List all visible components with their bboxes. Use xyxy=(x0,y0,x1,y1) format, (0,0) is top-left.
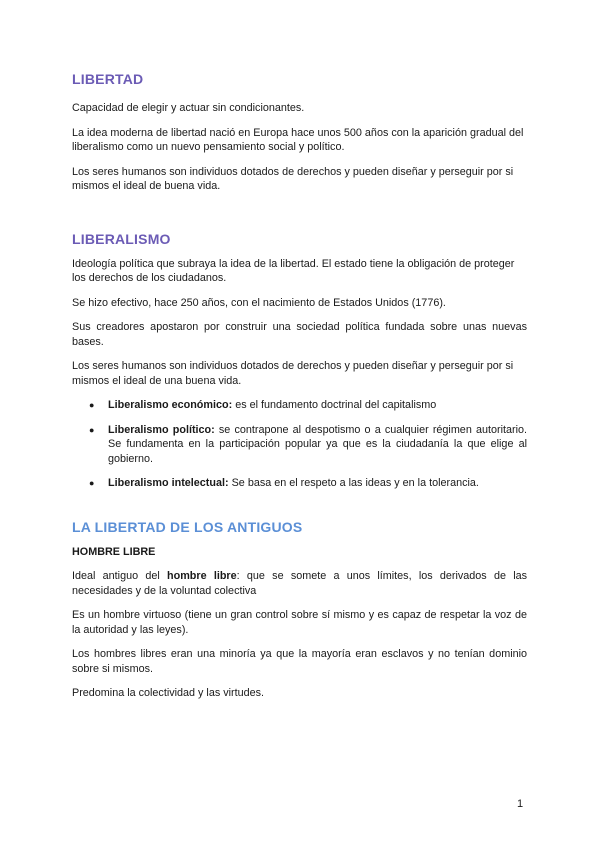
list-item-text: Se basa en el respeto a las ideas y en la tolerancia. xyxy=(228,477,479,489)
list-item-text: se contrapone al despotismo o a cualquier régimen autoritario. Se fundamenta en la participación popular ya que es la ciudadanía la que elige al gobierno. xyxy=(108,423,527,465)
bullet-icon: ● xyxy=(89,424,95,435)
list-item-term: Liberalismo político: xyxy=(108,423,215,436)
list-item-term: Liberalismo económico: xyxy=(108,399,233,411)
page-content xyxy=(72,71,527,701)
paragraph: Ideología política que subraya la idea de la libertad. El estado tiene la obligación de proteger los derechos de los ciudadanos. xyxy=(72,257,515,284)
section-title-liberalismo: LIBERALISMO xyxy=(72,230,171,247)
list-item xyxy=(72,423,527,467)
paragraph-bold-term: hombre libre xyxy=(167,570,237,582)
paragraph: Los seres humanos son individuos dotados de derechos y pueden diseñar y perseguir por si mismos el ideal de una buena vida. xyxy=(72,360,514,387)
paragraph: Sus creadores apostaron por construir una sociedad política fundada sobre unas nuevas bases. xyxy=(72,321,527,348)
list-item xyxy=(72,398,527,413)
paragraph: Capacidad de elegir y actuar sin condicionantes. xyxy=(72,102,305,114)
paragraph-text: : que se somete a unos límites, los derivados de las necesidades y de la voluntad colectiva xyxy=(72,570,528,597)
list-item xyxy=(72,476,527,491)
page-number: 1 xyxy=(517,798,524,810)
paragraph: Los seres humanos son individuos dotados de derechos y pueden diseñar y perseguir por si mismos el ideal de buena vida. xyxy=(72,165,514,192)
list-item-term: Liberalismo intelectual: xyxy=(108,477,229,489)
bullet-icon: ● xyxy=(89,400,95,410)
paragraph: Se hizo efectivo, hace 250 años, con el nacimiento de Estados Unidos (1776). xyxy=(72,296,446,309)
paragraph-text: Ideal antiguo del xyxy=(72,570,167,582)
paragraph: Los hombres libres eran una minoría ya que la mayoría eran esclavos y no tenían dominio sobre si mismos. xyxy=(72,648,527,675)
list-item-text: es el fundamento doctrinal del capitalismo xyxy=(232,399,437,411)
paragraph: Predomina la colectividad y las virtudes. xyxy=(72,687,265,699)
paragraph: La idea moderna de libertad nació en Europa hace unos 500 años con la aparición gradual del liberalismo como un nuevo pensamiento social y político. xyxy=(72,126,524,153)
subheading-hombre-libre: HOMBRE LIBRE xyxy=(72,545,156,558)
section-title-libertad-antiguos: LA LIBERTAD DE LOS ANTIGUOS xyxy=(72,518,303,535)
paragraph xyxy=(72,569,527,598)
paragraph: Es un hombre virtuoso (tiene un gran control sobre sí mismo y es capaz de respetar la voz de la autoridad y las leyes). xyxy=(72,609,527,636)
bullet-icon: ● xyxy=(89,478,95,488)
section-title-libertad: LIBERTAD xyxy=(72,71,144,87)
liberalism-types-list xyxy=(72,398,527,491)
